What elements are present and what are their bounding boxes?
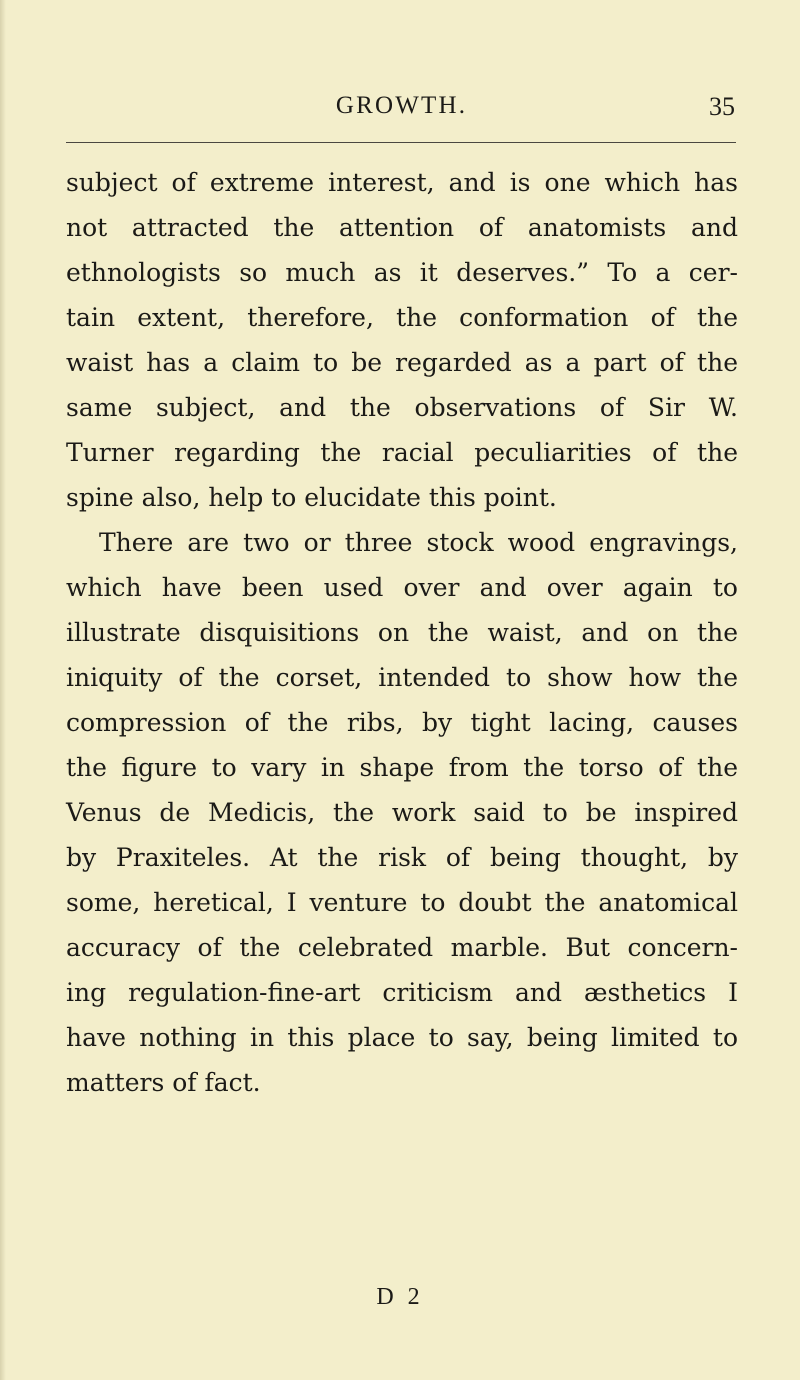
text-line-9: There are two or three stock wood engravings, xyxy=(99,528,738,557)
text-line-16: by Praxiteles. At the risk of being thought, by xyxy=(66,843,738,872)
text-line-14: the figure to vary in shape from the torso of the xyxy=(66,753,738,782)
running-title: GROWTH. xyxy=(335,92,468,119)
page-number: 35 xyxy=(709,92,735,121)
text-line-5: waist has a claim to be regarded as a part of the xyxy=(66,348,738,377)
body-text xyxy=(66,160,738,1105)
text-line-21: matters of fact. xyxy=(66,1068,261,1097)
text-line-15: Venus de Medicis, the work said to be inspired xyxy=(66,798,738,827)
running-head xyxy=(68,92,735,126)
text-line-6: same subject, and the observations of Sir W. xyxy=(66,393,738,422)
text-line-11: illustrate disquisitions on the waist, and on the xyxy=(66,618,738,647)
text-line-19: ing regulation-fine-art criticism and æsthetics I xyxy=(66,978,738,1007)
header-rule xyxy=(66,142,736,143)
text-line-17: some, heretical, I venture to doubt the anatomical xyxy=(66,888,738,917)
text-line-10: which have been used over and over again to xyxy=(66,573,738,602)
text-line-20: have nothing in this place to say, being limited to xyxy=(66,1023,738,1052)
text-line-7: Turner regarding the racial peculiarities of the xyxy=(66,438,738,467)
text-line-8: spine also, help to elucidate this point. xyxy=(66,483,557,512)
text-line-2: not attracted the attention of anatomists and xyxy=(66,213,738,242)
text-line-13: compression of the ribs, by tight lacing, causes xyxy=(66,708,738,737)
text-line-4: tain extent, therefore, the conformation of the xyxy=(66,303,738,332)
page-edge xyxy=(0,0,6,1380)
text-line-18: accuracy of the celebrated marble. But concern- xyxy=(66,933,738,962)
signature-mark: D 2 xyxy=(376,1284,424,1310)
text-line-3: ethnologists so much as it deserves.” To a cer- xyxy=(66,258,738,287)
text-line-1: subject of extreme interest, and is one which has xyxy=(66,168,738,197)
text-line-12: iniquity of the corset, intended to show how the xyxy=(66,663,738,692)
